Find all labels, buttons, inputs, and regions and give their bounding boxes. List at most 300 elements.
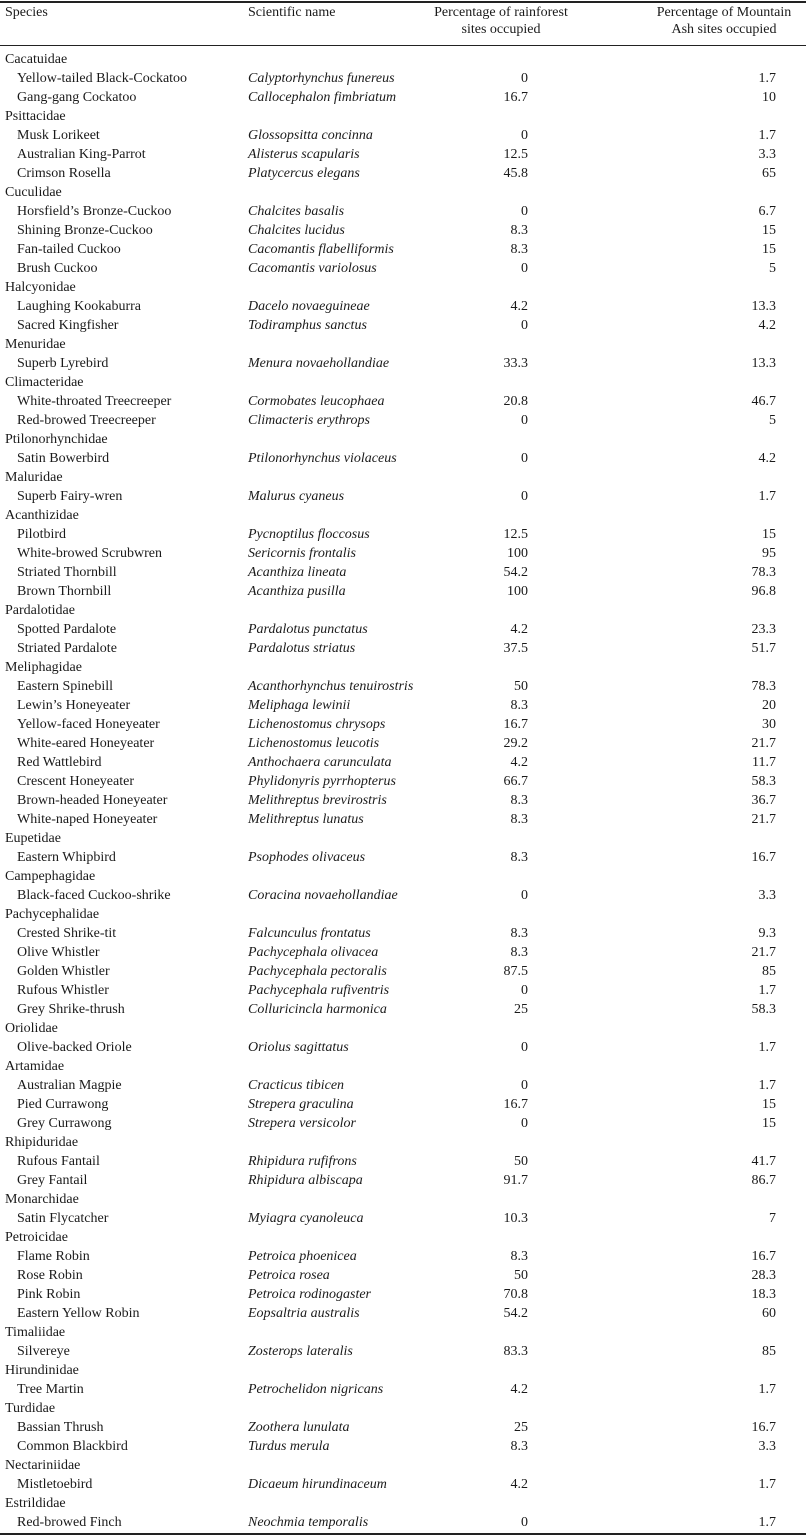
species-row xyxy=(0,202,806,221)
header-mountain-ash xyxy=(644,4,804,38)
species-row xyxy=(0,962,806,981)
scientific-name: Cracticus tibicen xyxy=(248,1078,345,1093)
family-name: Pardalotidae xyxy=(5,603,75,618)
mountain-ash-percent: 6.7 xyxy=(758,204,776,219)
species-row xyxy=(0,943,806,962)
family-row xyxy=(0,278,806,297)
rainforest-percent: 0 xyxy=(521,204,528,219)
species-name: Olive Whistler xyxy=(17,945,100,960)
scientific-name: Melithreptus lunatus xyxy=(248,812,364,827)
family-name: Eupetidae xyxy=(5,831,61,846)
species-name: Pilotbird xyxy=(17,527,67,542)
species-name: Laughing Kookaburra xyxy=(17,299,142,314)
species-row xyxy=(0,582,806,601)
species-name: Brown Thornbill xyxy=(17,584,112,599)
scientific-name: Colluricincla harmonica xyxy=(248,1002,387,1017)
rainforest-percent: 25 xyxy=(514,1002,528,1017)
species-name: White-naped Honeyeater xyxy=(17,812,158,827)
scientific-name: Lichenostomus leucotis xyxy=(248,736,380,751)
species-row xyxy=(0,88,806,107)
rainforest-percent: 0 xyxy=(521,888,528,903)
scientific-name: Pachycephala olivacea xyxy=(248,945,379,960)
species-name: Rufous Whistler xyxy=(17,983,109,998)
rainforest-percent: 54.2 xyxy=(503,565,528,580)
species-name: Horsfield’s Bronze-Cuckoo xyxy=(17,204,172,219)
scientific-name: Calyptorhynchus funereus xyxy=(248,71,395,86)
mountain-ash-percent: 78.3 xyxy=(751,565,776,580)
family-name: Rhipiduridae xyxy=(5,1135,79,1150)
rainforest-percent: 37.5 xyxy=(503,641,528,656)
species-name: Mistletoebird xyxy=(17,1477,93,1492)
family-row xyxy=(0,867,806,886)
rainforest-percent: 8.3 xyxy=(510,926,528,941)
mountain-ash-percent: 65 xyxy=(762,166,776,181)
scientific-name: Cacomantis variolosus xyxy=(248,261,377,276)
species-row xyxy=(0,1475,806,1494)
species-row xyxy=(0,1114,806,1133)
rainforest-percent: 50 xyxy=(514,1154,528,1169)
scientific-name: Platycercus elegans xyxy=(248,166,360,181)
family-name: Acanthizidae xyxy=(5,508,79,523)
rainforest-percent: 45.8 xyxy=(503,166,528,181)
scientific-name: Petroica rosea xyxy=(248,1268,330,1283)
rainforest-percent: 54.2 xyxy=(503,1306,528,1321)
species-name: Red-browed Treecreeper xyxy=(17,413,156,428)
header-rainforest xyxy=(416,4,586,38)
family-name: Campephagidae xyxy=(5,869,96,884)
species-name: Eastern Yellow Robin xyxy=(17,1306,140,1321)
scientific-name: Alisterus scapularis xyxy=(248,147,360,162)
species-row xyxy=(0,449,806,468)
mountain-ash-percent: 5 xyxy=(769,413,776,428)
rainforest-percent: 0 xyxy=(521,489,528,504)
rainforest-percent: 0 xyxy=(521,413,528,428)
mountain-ash-percent: 9.3 xyxy=(758,926,776,941)
species-name: Rufous Fantail xyxy=(17,1154,100,1169)
mountain-ash-percent: 1.7 xyxy=(758,1040,776,1055)
rainforest-percent: 12.5 xyxy=(503,147,528,162)
species-name: Tree Martin xyxy=(17,1382,84,1397)
table-top-rule xyxy=(0,1,806,3)
family-row xyxy=(0,1399,806,1418)
mountain-ash-percent: 60 xyxy=(762,1306,776,1321)
species-name: Shining Bronze-Cuckoo xyxy=(17,223,153,238)
scientific-name: Callocephalon fimbriatum xyxy=(248,90,397,105)
scientific-name: Pachycephala pectoralis xyxy=(248,964,387,979)
header-species: Species xyxy=(5,5,48,20)
species-row xyxy=(0,791,806,810)
rainforest-percent: 10.3 xyxy=(503,1211,528,1226)
species-row xyxy=(0,1038,806,1057)
species-row xyxy=(0,886,806,905)
species-name: Flame Robin xyxy=(17,1249,90,1264)
scientific-name: Oriolus sagittatus xyxy=(248,1040,349,1055)
species-name: Common Blackbird xyxy=(17,1439,128,1454)
mountain-ash-percent: 86.7 xyxy=(751,1173,776,1188)
species-row xyxy=(0,772,806,791)
species-name: Crested Shrike-tit xyxy=(17,926,117,941)
rainforest-percent: 91.7 xyxy=(503,1173,528,1188)
species-name: Yellow-faced Honeyeater xyxy=(17,717,160,732)
species-row xyxy=(0,810,806,829)
family-row xyxy=(0,50,806,69)
rainforest-percent: 83.3 xyxy=(503,1344,528,1359)
rainforest-percent: 8.3 xyxy=(510,1439,528,1454)
species-name: Striated Thornbill xyxy=(17,565,117,580)
species-row xyxy=(0,259,806,278)
scientific-name: Falcunculus frontatus xyxy=(248,926,371,941)
species-row xyxy=(0,1209,806,1228)
family-name: Timaliidae xyxy=(5,1325,66,1340)
scientific-name: Coracina novaehollandiae xyxy=(248,888,398,903)
species-row xyxy=(0,715,806,734)
mountain-ash-percent: 7 xyxy=(769,1211,776,1226)
mountain-ash-percent: 15 xyxy=(762,242,776,257)
species-row xyxy=(0,677,806,696)
family-row xyxy=(0,506,806,525)
rainforest-percent: 4.2 xyxy=(510,299,528,314)
family-row xyxy=(0,905,806,924)
family-row xyxy=(0,468,806,487)
scientific-name: Lichenostomus chrysops xyxy=(248,717,386,732)
rainforest-percent: 66.7 xyxy=(503,774,528,789)
species-row xyxy=(0,126,806,145)
species-row xyxy=(0,316,806,335)
rainforest-percent: 4.2 xyxy=(510,1477,528,1492)
mountain-ash-percent: 58.3 xyxy=(751,1002,776,1017)
mountain-ash-percent: 15 xyxy=(762,223,776,238)
scientific-name: Strepera versicolor xyxy=(248,1116,356,1131)
mountain-ash-percent: 78.3 xyxy=(751,679,776,694)
species-row xyxy=(0,1095,806,1114)
family-row xyxy=(0,1057,806,1076)
family-row xyxy=(0,373,806,392)
rainforest-percent: 0 xyxy=(521,1116,528,1131)
species-name: Olive-backed Oriole xyxy=(17,1040,132,1055)
family-row xyxy=(0,1019,806,1038)
rainforest-percent: 0 xyxy=(521,128,528,143)
mountain-ash-percent: 85 xyxy=(762,964,776,979)
rainforest-percent: 100 xyxy=(507,546,528,561)
species-row xyxy=(0,1304,806,1323)
scientific-name: Cacomantis flabelliformis xyxy=(248,242,394,257)
rainforest-percent: 50 xyxy=(514,679,528,694)
mountain-ash-percent: 16.7 xyxy=(751,1249,776,1264)
species-row xyxy=(0,848,806,867)
species-name: Black-faced Cuckoo-shrike xyxy=(17,888,171,903)
scientific-name: Pardalotus striatus xyxy=(248,641,356,656)
scientific-name: Acanthiza lineata xyxy=(248,565,347,580)
family-name: Halcyonidae xyxy=(5,280,76,295)
family-row xyxy=(0,183,806,202)
mountain-ash-percent: 4.2 xyxy=(758,451,776,466)
table-bottom-rule xyxy=(0,1533,806,1535)
species-row xyxy=(0,620,806,639)
species-name: Bassian Thrush xyxy=(17,1420,104,1435)
scientific-name: Acanthorhynchus tenuirostris xyxy=(248,679,414,694)
family-row xyxy=(0,601,806,620)
family-row xyxy=(0,107,806,126)
rainforest-percent: 8.3 xyxy=(510,1249,528,1264)
mountain-ash-percent: 1.7 xyxy=(758,1515,776,1530)
scientific-name: Zoothera lunulata xyxy=(248,1420,350,1435)
rainforest-percent: 16.7 xyxy=(503,717,528,732)
species-row xyxy=(0,639,806,658)
rainforest-percent: 0 xyxy=(521,451,528,466)
rainforest-percent: 4.2 xyxy=(510,1382,528,1397)
family-name: Estrildidae xyxy=(5,1496,66,1511)
rainforest-percent: 70.8 xyxy=(503,1287,528,1302)
species-name: Golden Whistler xyxy=(17,964,110,979)
family-row xyxy=(0,1494,806,1513)
species-row xyxy=(0,145,806,164)
mountain-ash-percent: 3.3 xyxy=(758,1439,776,1454)
rainforest-percent: 8.3 xyxy=(510,223,528,238)
species-name: Brown-headed Honeyeater xyxy=(17,793,168,808)
species-row xyxy=(0,297,806,316)
species-name: Australian Magpie xyxy=(17,1078,122,1093)
mountain-ash-percent: 10 xyxy=(762,90,776,105)
species-row xyxy=(0,1380,806,1399)
species-name: Grey Currawong xyxy=(17,1116,112,1131)
species-row xyxy=(0,1513,806,1532)
rainforest-percent: 8.3 xyxy=(510,242,528,257)
mountain-ash-percent: 95 xyxy=(762,546,776,561)
rainforest-percent: 0 xyxy=(521,983,528,998)
header-rainforest-line2: sites occupied xyxy=(461,22,541,37)
family-name: Nectariniidae xyxy=(5,1458,81,1473)
scientific-name: Ptilonorhynchus violaceus xyxy=(248,451,397,466)
mountain-ash-percent: 1.7 xyxy=(758,1477,776,1492)
family-name: Pachycephalidae xyxy=(5,907,100,922)
mountain-ash-percent: 21.7 xyxy=(751,812,776,827)
rainforest-percent: 100 xyxy=(507,584,528,599)
species-name: Spotted Pardalote xyxy=(17,622,117,637)
scientific-name: Acanthiza pusilla xyxy=(248,584,346,599)
species-name: Crescent Honeyeater xyxy=(17,774,134,789)
species-name: Grey Shrike-thrush xyxy=(17,1002,125,1017)
rainforest-percent: 25 xyxy=(514,1420,528,1435)
species-name: Gang-gang Cockatoo xyxy=(17,90,137,105)
rainforest-percent: 16.7 xyxy=(503,1097,528,1112)
rainforest-percent: 8.3 xyxy=(510,793,528,808)
mountain-ash-percent: 3.3 xyxy=(758,888,776,903)
mountain-ash-percent: 41.7 xyxy=(751,1154,776,1169)
mountain-ash-percent: 16.7 xyxy=(751,850,776,865)
mountain-ash-percent: 1.7 xyxy=(758,1078,776,1093)
scientific-name: Pachycephala rufiventris xyxy=(248,983,390,998)
species-row xyxy=(0,1000,806,1019)
scientific-name: Cormobates leucophaea xyxy=(248,394,385,409)
mountain-ash-percent: 1.7 xyxy=(758,489,776,504)
header-rule xyxy=(0,45,806,46)
scientific-name: Psophodes olivaceus xyxy=(248,850,366,865)
species-row xyxy=(0,1285,806,1304)
species-row xyxy=(0,1152,806,1171)
species-name: Musk Lorikeet xyxy=(17,128,100,143)
family-row xyxy=(0,1133,806,1152)
mountain-ash-percent: 5 xyxy=(769,261,776,276)
scientific-name: Petrochelidon nigricans xyxy=(248,1382,384,1397)
mountain-ash-percent: 21.7 xyxy=(751,945,776,960)
rainforest-percent: 33.3 xyxy=(503,356,528,371)
mountain-ash-percent: 36.7 xyxy=(751,793,776,808)
scientific-name: Petroica phoenicea xyxy=(248,1249,357,1264)
scientific-name: Chalcites basalis xyxy=(248,204,345,219)
mountain-ash-percent: 28.3 xyxy=(751,1268,776,1283)
species-name: Yellow-tailed Black-Cockatoo xyxy=(17,71,188,86)
family-name: Climacteridae xyxy=(5,375,84,390)
species-row xyxy=(0,392,806,411)
header-mountain-ash-line2: Ash sites occupied xyxy=(671,22,777,37)
family-row xyxy=(0,1323,806,1342)
family-name: Menuridae xyxy=(5,337,66,352)
species-row xyxy=(0,1418,806,1437)
family-row xyxy=(0,658,806,677)
rainforest-percent: 4.2 xyxy=(510,755,528,770)
mountain-ash-percent: 13.3 xyxy=(751,356,776,371)
mountain-ash-percent: 4.2 xyxy=(758,318,776,333)
scientific-name: Rhipidura rufifrons xyxy=(248,1154,357,1169)
species-name: Satin Flycatcher xyxy=(17,1211,109,1226)
mountain-ash-percent: 1.7 xyxy=(758,71,776,86)
scientific-name: Sericornis frontalis xyxy=(248,546,356,561)
mountain-ash-percent: 15 xyxy=(762,527,776,542)
species-name: White-browed Scrubwren xyxy=(17,546,163,561)
family-name: Oriolidae xyxy=(5,1021,58,1036)
species-name: Brush Cuckoo xyxy=(17,261,98,276)
rainforest-percent: 12.5 xyxy=(503,527,528,542)
mountain-ash-percent: 13.3 xyxy=(751,299,776,314)
header-mountain-ash-line1: Percentage of Mountain xyxy=(656,5,792,20)
header-rainforest-line1: Percentage of rainforest xyxy=(434,5,568,20)
scientific-name: Climacteris erythrops xyxy=(248,413,370,428)
species-row xyxy=(0,411,806,430)
scientific-name: Todiramphus sanctus xyxy=(248,318,367,333)
family-name: Turdidae xyxy=(5,1401,56,1416)
mountain-ash-percent: 23.3 xyxy=(751,622,776,637)
scientific-name: Pycnoptilus floccosus xyxy=(248,527,370,542)
species-row xyxy=(0,1247,806,1266)
mountain-ash-percent: 1.7 xyxy=(758,128,776,143)
scientific-name: Melithreptus brevirostris xyxy=(248,793,387,808)
species-name: Australian King-Parrot xyxy=(17,147,146,162)
family-row xyxy=(0,335,806,354)
species-row xyxy=(0,1342,806,1361)
species-row xyxy=(0,1437,806,1456)
species-row xyxy=(0,221,806,240)
family-row xyxy=(0,1228,806,1247)
scientific-name: Eopsaltria australis xyxy=(248,1306,360,1321)
species-name: Superb Fairy-wren xyxy=(17,489,123,504)
family-name: Cuculidae xyxy=(5,185,62,200)
mountain-ash-percent: 30 xyxy=(762,717,776,732)
species-name: Sacred Kingfisher xyxy=(17,318,119,333)
rainforest-percent: 0 xyxy=(521,1515,528,1530)
scientific-name: Rhipidura albiscapa xyxy=(248,1173,363,1188)
rainforest-percent: 0 xyxy=(521,1040,528,1055)
species-name: Pied Currawong xyxy=(17,1097,109,1112)
scientific-name: Menura novaehollandiae xyxy=(248,356,390,371)
mountain-ash-percent: 46.7 xyxy=(751,394,776,409)
species-row xyxy=(0,981,806,1000)
species-row xyxy=(0,734,806,753)
rainforest-percent: 0 xyxy=(521,318,528,333)
scientific-name: Pardalotus punctatus xyxy=(248,622,368,637)
species-row xyxy=(0,1171,806,1190)
species-row xyxy=(0,487,806,506)
species-name: Striated Pardalote xyxy=(17,641,117,656)
species-row xyxy=(0,753,806,772)
mountain-ash-percent: 58.3 xyxy=(751,774,776,789)
rainforest-percent: 8.3 xyxy=(510,850,528,865)
mountain-ash-percent: 3.3 xyxy=(758,147,776,162)
family-name: Artamidae xyxy=(5,1059,65,1074)
rainforest-percent: 16.7 xyxy=(503,90,528,105)
species-name: White-eared Honeyeater xyxy=(17,736,155,751)
species-name: Grey Fantail xyxy=(17,1173,88,1188)
family-row xyxy=(0,829,806,848)
species-row xyxy=(0,924,806,943)
mountain-ash-percent: 18.3 xyxy=(751,1287,776,1302)
species-row xyxy=(0,1266,806,1285)
species-name: Red-browed Finch xyxy=(17,1515,122,1530)
family-row xyxy=(0,1190,806,1209)
species-name: Red Wattlebird xyxy=(17,755,102,770)
species-name: Lewin’s Honeyeater xyxy=(17,698,131,713)
species-name: Satin Bowerbird xyxy=(17,451,110,466)
rainforest-percent: 4.2 xyxy=(510,622,528,637)
mountain-ash-percent: 21.7 xyxy=(751,736,776,751)
mountain-ash-percent: 15 xyxy=(762,1097,776,1112)
family-name: Petroicidae xyxy=(5,1230,68,1245)
scientific-name: Anthochaera carunculata xyxy=(248,755,392,770)
scientific-name: Strepera graculina xyxy=(248,1097,354,1112)
rainforest-percent: 0 xyxy=(521,1078,528,1093)
species-row xyxy=(0,1076,806,1095)
family-row xyxy=(0,1456,806,1475)
species-name: Eastern Whipbird xyxy=(17,850,116,865)
mountain-ash-percent: 51.7 xyxy=(751,641,776,656)
mountain-ash-percent: 20 xyxy=(762,698,776,713)
species-row xyxy=(0,69,806,88)
mountain-ash-percent: 1.7 xyxy=(758,983,776,998)
family-name: Ptilonorhynchidae xyxy=(5,432,108,447)
family-name: Maluridae xyxy=(5,470,63,485)
scientific-name: Dicaeum hirundinaceum xyxy=(248,1477,387,1492)
species-row xyxy=(0,544,806,563)
species-row xyxy=(0,563,806,582)
rainforest-percent: 87.5 xyxy=(503,964,528,979)
species-name: Rose Robin xyxy=(17,1268,83,1283)
rainforest-percent: 0 xyxy=(521,261,528,276)
species-row xyxy=(0,164,806,183)
scientific-name: Malurus cyaneus xyxy=(248,489,345,504)
family-row xyxy=(0,1361,806,1380)
mountain-ash-percent: 96.8 xyxy=(751,584,776,599)
family-name: Meliphagidae xyxy=(5,660,82,675)
species-row xyxy=(0,696,806,715)
rainforest-percent: 50 xyxy=(514,1268,528,1283)
rainforest-percent: 8.3 xyxy=(510,945,528,960)
mountain-ash-percent: 16.7 xyxy=(751,1420,776,1435)
scientific-name: Neochmia temporalis xyxy=(248,1515,369,1530)
mountain-ash-percent: 15 xyxy=(762,1116,776,1131)
species-name: Crimson Rosella xyxy=(17,166,111,181)
rainforest-percent: 29.2 xyxy=(503,736,528,751)
scientific-name: Phylidonyris pyrrhopterus xyxy=(248,774,396,789)
rainforest-percent: 8.3 xyxy=(510,812,528,827)
